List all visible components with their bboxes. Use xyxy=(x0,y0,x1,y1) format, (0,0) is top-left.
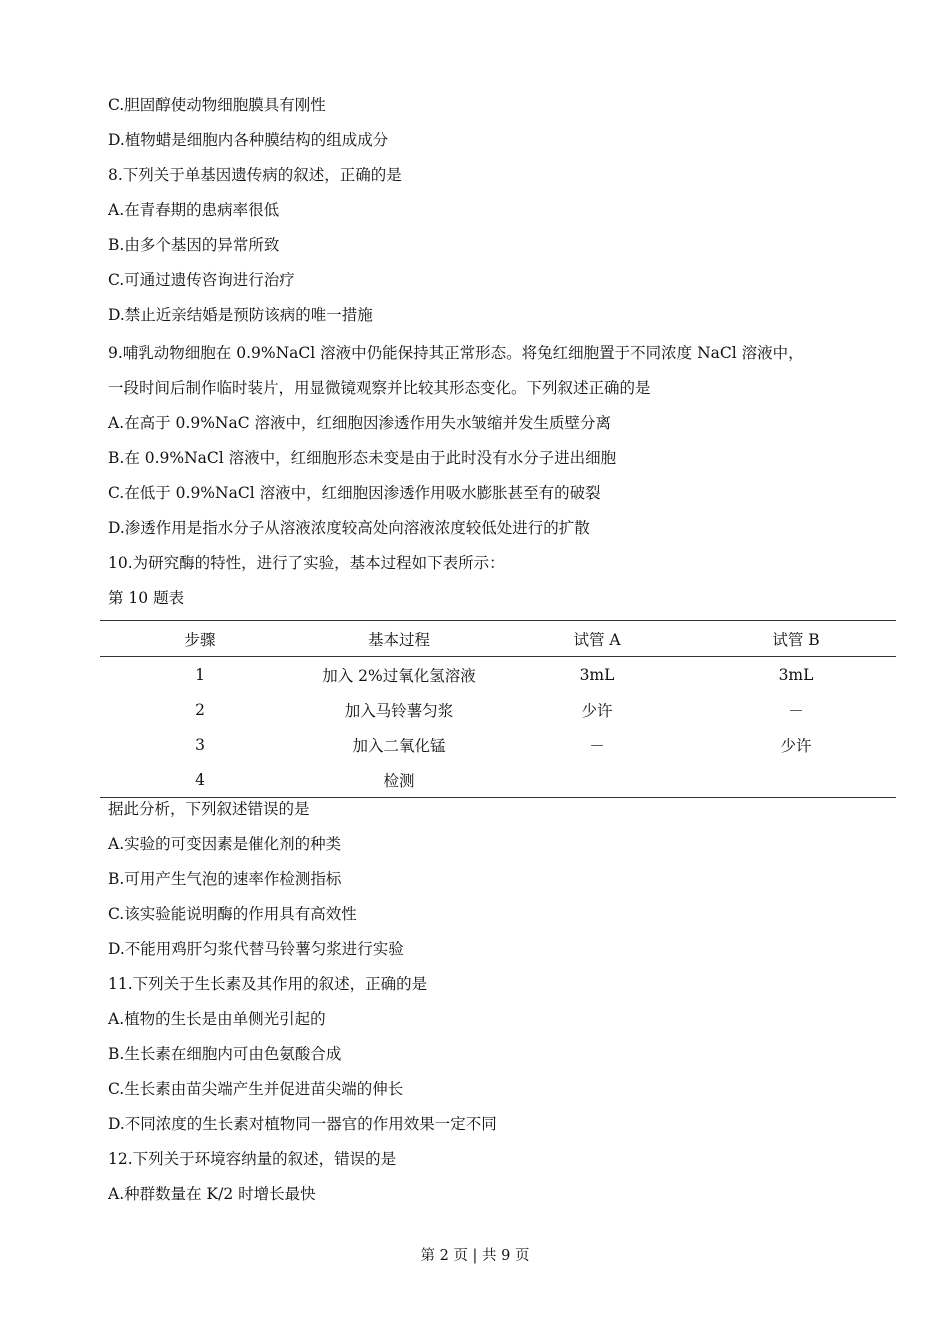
q8-option-d: D.禁止近亲结婚是预防该病的唯一措施 xyxy=(108,306,373,324)
q11-stem: 11.下列关于生长素及其作用的叙述，正确的是 xyxy=(108,975,428,993)
q8-option-a: A.在青春期的患病率很低 xyxy=(108,201,280,219)
table-cell: 4 xyxy=(100,762,300,798)
column-header: 基本过程 xyxy=(300,621,498,657)
table-cell: 检测 xyxy=(300,762,498,798)
q11-option-d: D.不同浓度的生长素对植物同一器官的作用效果一定不同 xyxy=(108,1115,497,1133)
q11-option-a: A.植物的生长是由单侧光引起的 xyxy=(108,1010,326,1028)
q9-option-c: C.在低于 0.9%NaCl 溶液中，红细胞因渗透作用吸水膨胀甚至有的破裂 xyxy=(108,484,601,502)
table-cell: 3mL xyxy=(579,665,615,684)
table-cell: 少许 xyxy=(581,701,613,720)
q10-table xyxy=(100,620,896,798)
q10-table-caption: 第 10 题表 xyxy=(108,589,185,607)
column-header: 试管 A xyxy=(498,621,696,657)
q9-option-b: B.在 0.9%NaCl 溶液中，红细胞形态未变是由于此时没有水分子进出细胞 xyxy=(108,449,617,467)
column-header: 步骤 xyxy=(100,621,300,657)
q10-option-a: A.实验的可变因素是催化剂的种类 xyxy=(108,835,342,853)
q7-option-d: D.植物蜡是细胞内各种膜结构的组成成分 xyxy=(108,131,389,149)
q11-option-b: B.生长素在细胞内可由色氨酸合成 xyxy=(108,1045,342,1063)
q8-option-b: B.由多个基因的异常所致 xyxy=(108,236,280,254)
column-header: 试管 B xyxy=(696,621,896,657)
table-cell: － xyxy=(788,701,804,720)
q9-stem-line-1: 9.哺乳动物细胞在 0.9%NaCl 溶液中仍能保持其正常形态。将兔红细胞置于不同浓度 NaCl 溶液中， xyxy=(108,344,804,362)
table-cell: 3 xyxy=(195,735,205,754)
q8-option-c: C.可通过遗传咨询进行治疗 xyxy=(108,271,295,289)
table-cell xyxy=(696,762,896,798)
q10-stem: 10.为研究酶的特性，进行了实验，基本过程如下表所示： xyxy=(108,554,505,572)
table-cell: 3mL xyxy=(778,665,814,684)
table-cell: 2 xyxy=(195,700,205,719)
q12-option-a: A.种群数量在 K/2 时增长最快 xyxy=(108,1185,316,1203)
q10-option-b: B.可用产生气泡的速率作检测指标 xyxy=(108,870,342,888)
q9-option-a: A.在高于 0.9%NaC 溶液中，红细胞因渗透作用失水皱缩并发生质壁分离 xyxy=(108,414,612,432)
page-footer: 第 2 页 | 共 9 页 xyxy=(420,1248,530,1264)
q10-option-c: C.该实验能说明酶的作用具有高效性 xyxy=(108,905,357,923)
table-cell: 1 xyxy=(195,665,205,684)
q8-stem: 8.下列关于单基因遗传病的叙述，正确的是 xyxy=(108,166,402,184)
q11-option-c: C.生长素由苗尖端产生并促进苗尖端的伸长 xyxy=(108,1080,404,1098)
table-cell: 少许 xyxy=(780,736,812,755)
table-row xyxy=(100,657,896,693)
q7-option-c: C.胆固醇使动物细胞膜具有刚性 xyxy=(108,96,326,114)
table-header-row xyxy=(100,621,896,657)
table-cell: 加入马铃薯匀浆 xyxy=(344,701,454,720)
q12-stem: 12.下列关于环境容纳量的叙述，错误的是 xyxy=(108,1150,397,1168)
table-cell: 加入 2%过氧化氢溶液 xyxy=(322,666,476,685)
table-cell: 加入二氧化锰 xyxy=(352,736,446,755)
table-row xyxy=(100,727,896,762)
table-row xyxy=(100,762,896,798)
table-cell xyxy=(498,762,696,798)
table-cell: － xyxy=(589,736,605,755)
q9-stem-line-2: 一段时间后制作临时装片，用显微镜观察并比较其形态变化。下列叙述正确的是 xyxy=(108,379,651,397)
q9-option-d: D.渗透作用是指水分子从溶液浓度较高处向溶液浓度较低处进行的扩散 xyxy=(108,519,590,537)
q10-option-d: D.不能用鸡肝匀浆代替马铃薯匀浆进行实验 xyxy=(108,940,404,958)
q10-sub-stem: 据此分析，下列叙述错误的是 xyxy=(108,800,310,818)
table-row xyxy=(100,692,896,727)
